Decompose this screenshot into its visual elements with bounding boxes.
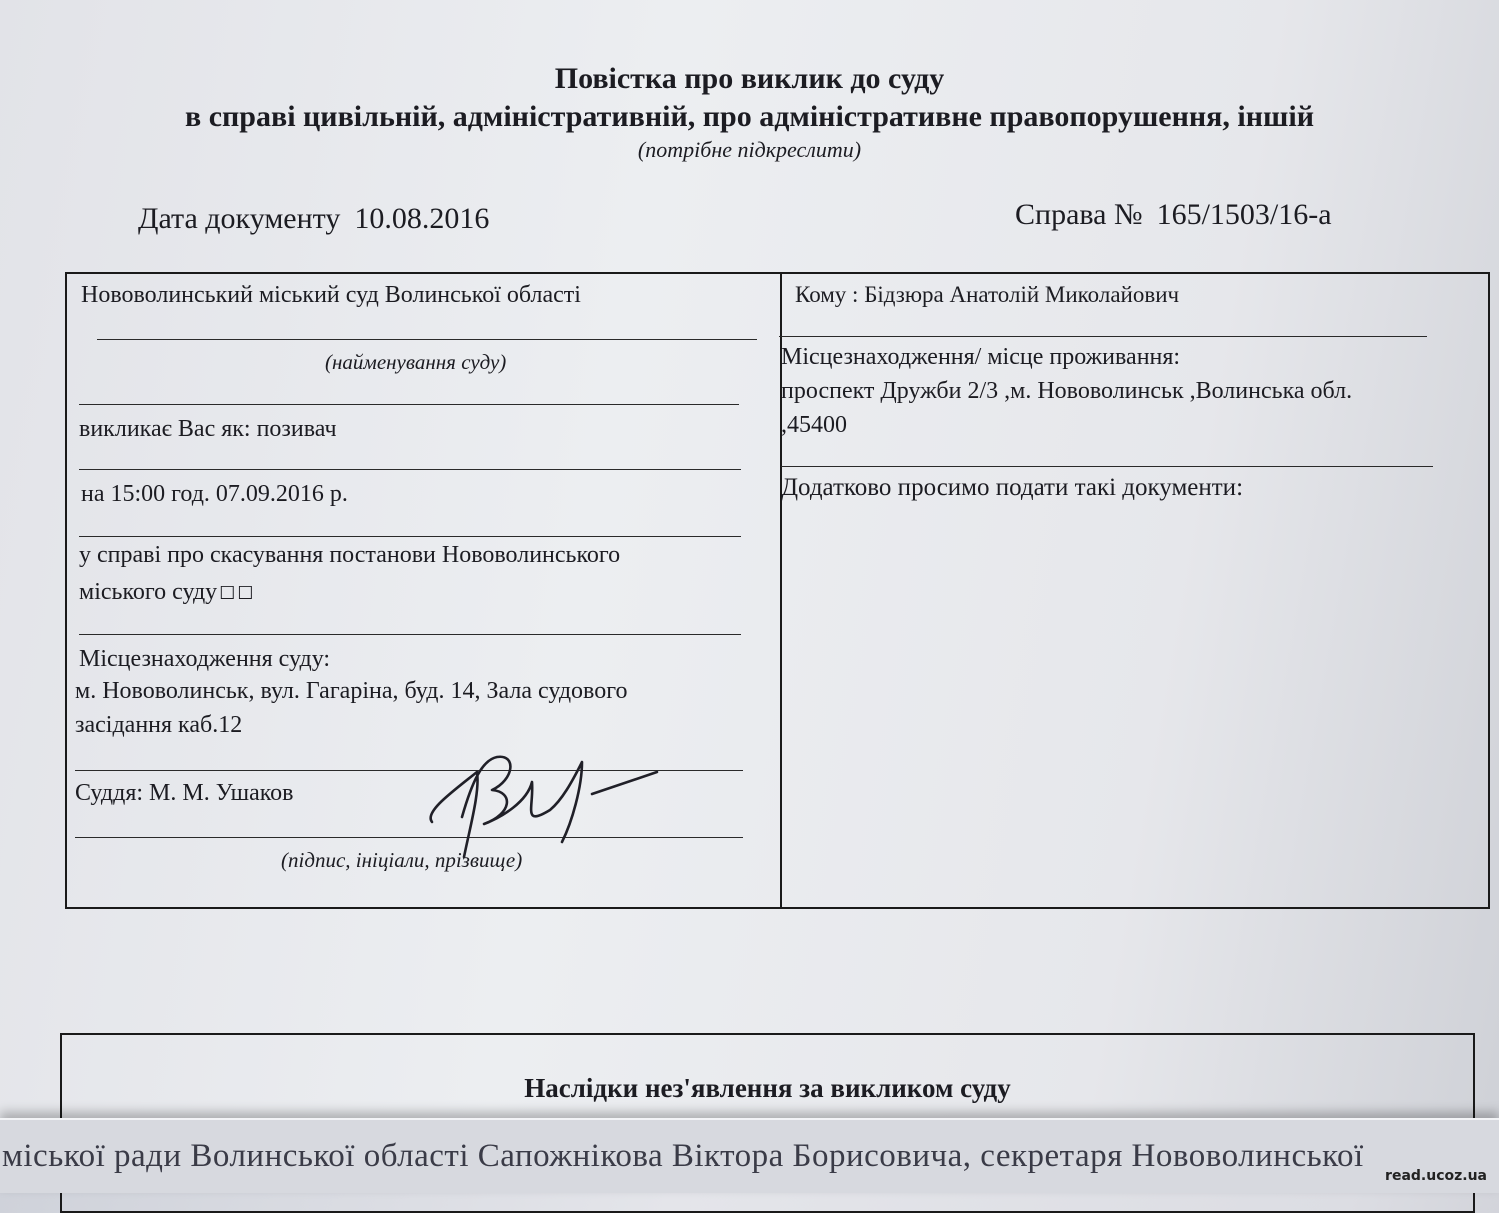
document-title: Повістка про виклик до суду bbox=[554, 62, 945, 95]
rule-court-name bbox=[97, 339, 757, 340]
consequences-title: Наслідки нез'явлення за викликом суду bbox=[524, 1073, 1011, 1103]
case-matter-line1: у справі про скасування постанови Нововолинського bbox=[79, 542, 621, 568]
court-name: Нововолинський міський суд Волинської області bbox=[81, 282, 581, 308]
overlapping-sheet-text: міської ради Волинської області Сапожнікова Віктора Борисовича, секретаря Нововолинської bbox=[2, 1138, 1364, 1174]
address-label: Місцезнаходження/ місце проживання: bbox=[781, 344, 1181, 370]
rule-recipient bbox=[779, 336, 1427, 337]
document-title-subline: в справі цивільній, адміністративній, про адміністративне правопорушення, іншій bbox=[185, 100, 1314, 133]
recipient: Кому : Бідзюра Анатолій Миколайович bbox=[795, 282, 1180, 307]
judge-name: Суддя: М. М. Ушаков bbox=[75, 780, 294, 806]
address-line1: проспект Дружби 2/3 ,м. Нововолинськ ,Волинська обл. bbox=[781, 378, 1353, 404]
address-line2: ,45400 bbox=[781, 412, 847, 438]
hearing-time: на 15:00 год. 07.09.2016 р. bbox=[81, 481, 348, 507]
case-number bbox=[1015, 198, 1332, 232]
additional-documents: Додатково просимо подати такі документи: bbox=[781, 474, 1244, 501]
document-date-label: Дата документу bbox=[138, 202, 341, 235]
document-date bbox=[138, 202, 489, 236]
summoned-as: викликає Вас як: позивач bbox=[79, 416, 337, 442]
rule-summoned-as bbox=[79, 469, 741, 470]
case-number-label: Справа № bbox=[1015, 198, 1143, 231]
document-date-value: 10.08.2016 bbox=[354, 202, 490, 235]
signature-caption: (підпис, ініціали, прізвище) bbox=[281, 848, 523, 872]
rule-hearing-time bbox=[79, 536, 741, 537]
rule-address bbox=[781, 466, 1433, 467]
court-location-label: Місцезнаходження суду: bbox=[79, 646, 331, 672]
site-watermark: read.ucoz.ua bbox=[1385, 1168, 1487, 1184]
overlapping-sheet bbox=[0, 1118, 1499, 1193]
case-number-value: 165/1503/16-а bbox=[1156, 198, 1332, 231]
court-location-line1: м. Нововолинськ, вул. Гагаріна, буд. 14, Зала судового bbox=[75, 678, 628, 704]
rule-case-matter bbox=[79, 634, 741, 635]
rule-caption bbox=[79, 404, 739, 405]
document-subtitle: (потрібне підкреслити) bbox=[637, 137, 862, 162]
court-name-caption: (найменування суду) bbox=[325, 350, 507, 374]
court-location-line2: засідання каб.12 bbox=[75, 712, 243, 738]
case-matter-line2: міського суду ☐☐ bbox=[79, 579, 256, 605]
summons-form-table bbox=[65, 272, 1490, 909]
judge-signature bbox=[422, 752, 672, 862]
